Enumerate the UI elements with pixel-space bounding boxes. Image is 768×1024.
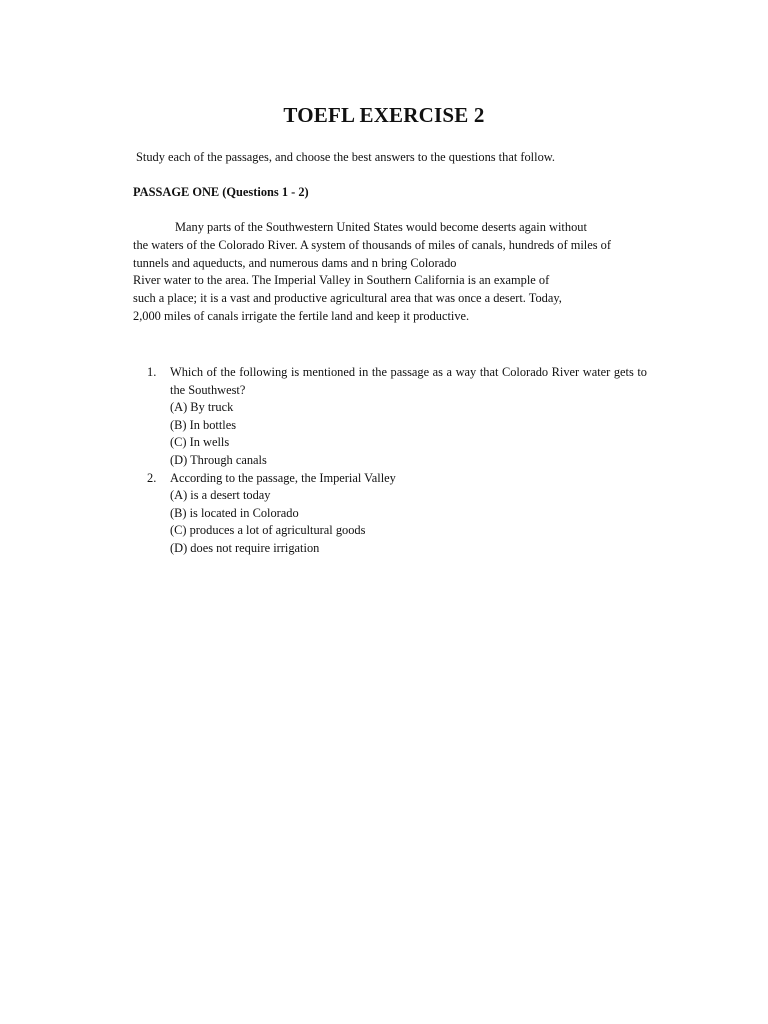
answer-option: (D) does not require irrigation	[170, 540, 320, 555]
question-number: 1.	[147, 365, 157, 379]
instructions-text: Study each of the passages, and choose the best answers to the questions that follow.	[136, 150, 556, 164]
answer-option: (D) Through canals	[170, 452, 267, 467]
page-title: TOEFL EXERCISE 2	[283, 103, 485, 127]
passage-line: tunnels and aqueducts, and numerous dams and n bring Colorado	[133, 255, 457, 270]
passage-heading: PASSAGE ONE (Questions 1 - 2)	[133, 185, 309, 199]
answer-option: (C) In wells	[170, 435, 230, 450]
answer-option: (A) By truck	[170, 400, 234, 415]
answer-option: (C) produces a lot of agricultural goods	[170, 523, 366, 538]
passage-line: River water to the area. The Imperial Valley in Southern California is an example of	[133, 273, 550, 288]
question-list	[147, 364, 647, 558]
passage-line: Many parts of the Southwestern United States would become deserts again without	[175, 220, 587, 234]
question-number: 2.	[147, 470, 157, 485]
passage-line: such a place; it is a vast and productive agricultural area that was once a desert. Today,	[133, 291, 562, 306]
question-2	[147, 470, 647, 558]
answer-option: (B) In bottles	[170, 417, 237, 432]
answer-option: (B) is located in Colorado	[170, 505, 299, 520]
passage-line: 2,000 miles of canals irrigate the fertile land and keep it productive.	[133, 308, 470, 323]
question-stem: According to the passage, the Imperial Valley	[170, 470, 396, 485]
question-stem: Which of the following is mentioned in the passage as a way that Colorado River water gets to the Southwest?	[170, 365, 647, 397]
passage-text	[133, 219, 611, 326]
question-1	[147, 364, 647, 470]
passage-line: the waters of the Colorado River. A system of thousands of miles of canals, hundreds of miles of	[133, 237, 611, 252]
answer-option: (A) is a desert today	[170, 488, 271, 503]
